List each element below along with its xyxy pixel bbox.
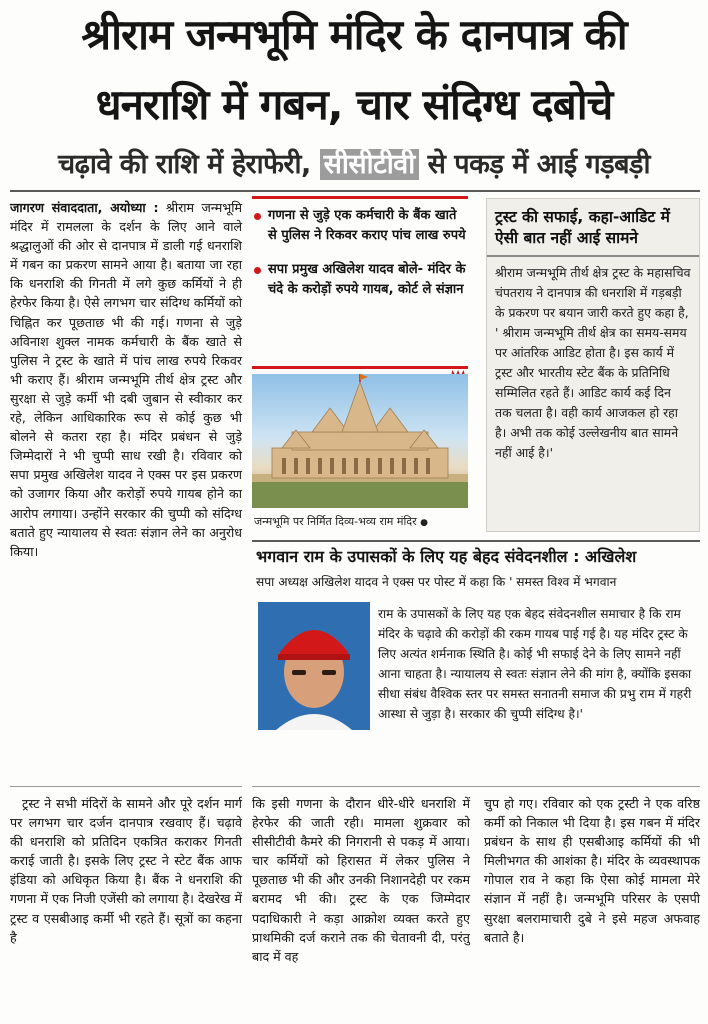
trust-statement-box [486, 198, 700, 532]
column-left [10, 198, 242, 561]
akhilesh-quote: राम के उपासकों के लिए यह एक बेहद संवेदनशील समाचार है कि राम मंदिर के चढ़ावे की करोड़ों की रकम गायब पाई गई है। यह मंदिर ट्रस्ट के लिए अत्यंत शर्मनाक स्थिति है। कोई भी सफाई देने के लिए सामने नहीं आना चाहता है। न्यायालय से स्वतः संज्ञान लेने की मांग है, क्योंकि इसका सीधा संबंध वैश्विक स्तर पर समस्त सनातनी समाज की प्रभु राम में गहरी आस्था से जुड़ा है। सरकार की चुप्पी संदिग्ध है।' [378, 607, 692, 722]
caption-bullet-icon: ● [420, 518, 429, 528]
photo-caption [254, 514, 466, 531]
highlights-top-rule [252, 196, 468, 199]
subheadline [4, 142, 704, 188]
headline-line-2: धनराशि में गबन, चार संदिग्ध दबोचे [95, 80, 613, 129]
akhilesh-portrait [258, 602, 370, 730]
column-left-para-1 [10, 198, 242, 561]
highlight-item: गणना से जुड़े एक कर्मचारी के बैंक खाते से पुलिस ने रिकवर कराए पांच लाख रुपये [254, 206, 466, 246]
trust-statement-text: श्रीराम जन्मभूमि तीर्थ क्षेत्र ट्रस्ट के महासचिव चंपतराय ने दानपात्र की धनराशि में गड़बड़ी के प्रकरण पर बयान जारी करते हुए कहा है, ' श्रीराम जन्मभूमि तीर्थ क्षेत्र का समय-समय पर आंतरिक आडिट होता है। इस कार्य में ट्रस्ट और भारतीय स्टेट बैंक के प्रतिनिधि सम्मिलित रहते हैं। आडिट कार्य कई दिन तक चलता है। वही कार्य आजकल हो रहा है। अभी तक कोई उल्लेखनीय बात सामने नहीं आई है।' [495, 265, 691, 460]
temple-photo [252, 374, 468, 508]
column-left-para-2: ट्रस्ट ने सभी मंदिरों के सामने और पूरे दर्शन मार्ग पर लगभग चार दर्जन दानपात्र रखवाए हैं। चढ़ावे की धनराशि को प्रतिदिन एकत्रित कराकर गिनती कराई जाती है। इसके लिए ट्रस्ट ने स्टेट बैंक आफ इंडिया को अधिकृत किया है। बैंक ने धनराशि की गणना में एक निजी एजेंसी को लगाया है। देखरेख में ट्रस्ट व एसबीआइ कर्मी भी रहते हैं। सूत्रों का कहना है [10, 796, 242, 945]
byline: जागरण संवाददाता, अयोध्या : [10, 200, 159, 215]
akhilesh-intro: सपा अध्यक्ष अखिलेश यादव ने एक्स पर पोस्ट में कहा कि ' समस्त विश्व में भगवान [256, 575, 617, 589]
akhilesh-box [252, 540, 700, 786]
trust-statement-title: ट्रस्ट की सफाई, कहा-आडिट में ऐसी बात नहीं आई सामने [487, 199, 699, 257]
photo-caption-text: जन्मभूमि पर निर्मित दिव्य-भव्य राम मंदिर [254, 515, 417, 528]
bottom-divider [252, 786, 700, 787]
column-middle-bottom [252, 794, 470, 966]
highlights-box [254, 206, 466, 300]
column-left-bottom [10, 794, 242, 947]
portrait-illustration [258, 602, 370, 730]
subheadline-after: से पकड़ में आई गड़बड़ी [427, 149, 650, 180]
akhilesh-title: भगवान राम के उपासकों के लिए यह बेहद संवेदनशील : अखिलेश [256, 547, 637, 566]
headline-line-1: श्रीराम जन्मभूमि मंदिर के दानपात्र की [81, 10, 627, 59]
highlight-item: सपा प्रमुख अखिलेश यादव बोले- मंदिर के चंदे के करोड़ों रुपये गायब, कोर्ट ले संज्ञान [254, 260, 466, 300]
subheadline-before: चढ़ावे की राशि में हेराफेरी, [58, 149, 311, 180]
column-left-text-1: श्रीराम जन्मभूमि मंदिर में रामलला के दर्शन के लिए आने वाले श्रद्धालुओं की ओर से दानपात्र में डाली गई धनराशि में गबन का प्रकरण सामने आया है। बताया जा रहा कि धनराशि की गिनती में लगे कुछ कर्मियों ने ही हेरफेर किया है। ऐसे लगभग चार संदिग्ध कर्मियों को चिह्नित कर पूछताछ भी की गई। गणना से जुड़े अविनाश शुक्ल नामक कर्मचारी के बैंक खाते से पुलिस ने ट्रस्ट के खाते में पांच लाख रुपये रिकवर भी कराए हैं। श्रीराम जन्मभूमि तीर्थ क्षेत्र ट्रस्ट और सुरक्षा से जुड़े कर्मी भी दबी जुबान से स्वीकार कर रहे, लेकिन आधिकारिक रूप से कोई कुछ भी बोलने से कतरा रहा है। मंदिर प्रबंधन से जुड़े जिम्मेदारों ने भी चुप्पी साध रखी है। रविवार को सपा प्रमुख अखिलेश यादव ने एक्स पर इस प्रकरण को उजागर किया और करोड़ों रुपये गायब होने का आरोप लगाया। उन्होंने सरकार की चुप्पी को संदिग्ध बताते हुए न्यायालय से स्वतः संज्ञान लेने का अनुरोध किया। [10, 200, 242, 559]
top-divider [10, 190, 700, 192]
temple-illustration [252, 374, 468, 508]
column-middle-text: कि इसी गणना के दौरान धीरे-धीरे धनराशि में हेरफेर की जाती रही। मामला शुक्रवार को सीसीटीवी कैमरे की निगरानी से पकड़ में आया। चार कर्मियों को हिरासत में लेकर पुलिस ने पूछताछ भी की और उनकी निशानदेही पर रकम बरामद भी की। ट्रस्ट के एक जिम्मेदार पदाधिकारी ने कड़ा आक्रोश व्यक्त करते हुए प्राथमिकी दर्ज कराने तक की चेतावनी दी, परंतु बाद में वह [252, 796, 470, 964]
column-right-text: चुप हो गए। रविवार को एक ट्रस्टी ने एक वरिष्ठ कर्मी को निकाल भी दिया है। इस गबन में मंदिर प्रबंधन के साथ ही एसबीआइ कर्मियों की भी मिलीभगत की आशंका है। मंदिर के व्यवस्थापक गोपाल राव ने कहा कि ऐसा कोई मामला मेरे संज्ञान में नहीं है। जन्मभूमि परिसर के एसपी सुरक्षा बलरामाचारी दुबे ने इसे महज अफवाह बताते है। [484, 796, 700, 945]
highlights-bottom-rule [252, 366, 468, 369]
column-right-bottom [484, 794, 700, 947]
column-left-divider [10, 786, 242, 787]
subheadline-highlight: सीसीटीवी [320, 149, 419, 180]
